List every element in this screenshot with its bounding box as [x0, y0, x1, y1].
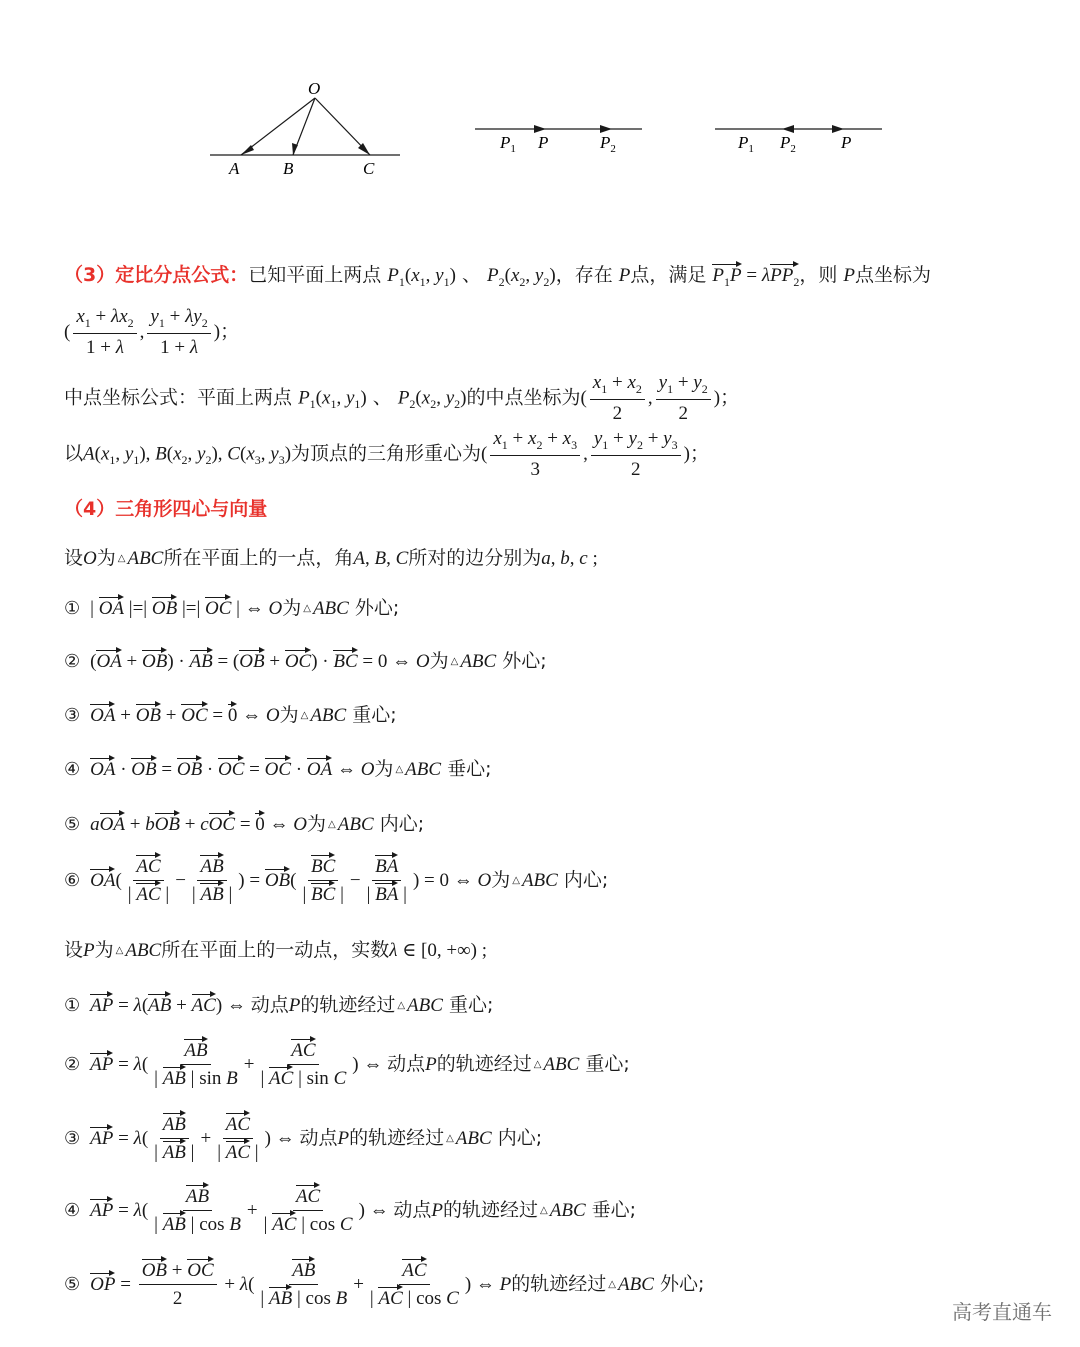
section4-intro: 设O为 △ ABC所在平面上的一点，角A, B, C所对的边分别为a, b, c ; — [64, 547, 598, 569]
label-B: B — [283, 159, 294, 178]
section3-formula: ( $\frac{x_1 + \lambda x_2}{1 + \lambda}$ , $\frac{y_1 + \lambda y_2}{1 + \lambda}$ )； — [64, 306, 240, 358]
locus-item-2: ② AP = λ( $\frac{AB}{\text{| AB | sin B}}$ + $\frac{AC}{\text{| AC | sin C}}$ ) ⇔ 动点P的轨迹经过 △ ABC 重心; — [64, 1040, 630, 1089]
section3-line1: （3）定比分点公式：已知平面上两点 $P_1(x_1$, $y_1$) 、 $P_2(x_2$, $y_2$)，存在 P点，满足 $P_1P = \lambda PP_2$，则 P点坐标为 — [64, 264, 931, 289]
svg-text:P2: $P_2$ — [600, 133, 616, 155]
watermark: 高考直通车 — [952, 1300, 1052, 1324]
center-item-5: ⑤ aOA + bOB + cOC = 0 ⇔ O为 △ ABC 内心; — [64, 813, 425, 835]
internal-division-diagram — [470, 110, 650, 160]
center-item-3: ③ OA + OB + OC = 0 ⇔ O为 △ ABC 重心; — [64, 704, 397, 726]
center-item-4: ④ OA · OB = OB · OC = OC · OA ⇔ O为 △ ABC 垂心; — [64, 758, 492, 780]
centroid-formula: 以$A(x_1$, $y_1$), $B(x_2$, $y_2$), $C(x_3$, $y_3$)为顶点的三角形重心为( $\frac{x_1 + x_2 + x_3}{3}$ , $\frac{y_1 + y_2 + y_3}{2}$ )； — [64, 428, 709, 480]
locus-item-4: ④ AP = λ( $\frac{AB}{\text{| AB | cos B}}$ + $\frac{AC}{\text{| AC | cos C}}$ ) ⇔ 动点P的轨迹经过 △ ABC 垂心; — [64, 1186, 637, 1235]
label-C: C — [363, 159, 375, 178]
svg-text:P2: $P_2$ — [780, 133, 796, 155]
label-P1: P — [738, 133, 749, 152]
external-division-diagram — [710, 110, 890, 160]
label-A: A — [229, 159, 240, 178]
svg-text:P1: $P_1$ — [500, 133, 516, 155]
svg-text:P1: $P_1$ — [738, 133, 754, 155]
label-P1: P — [500, 133, 511, 152]
locus-item-3: ③ AP = λ( $\frac{AB}{| AB |}$ + $\frac{AC}{| AC |}$ ) ⇔ 动点P的轨迹经过 △ ABC 内心; — [64, 1114, 543, 1163]
section4-intro2: 设P为 △ ABC所在平面上的一动点，实数λ ∈ [0, +∞) ; — [64, 939, 487, 961]
midpoint-formula: 中点坐标公式：平面上两点 $P_1(x_1$, $y_1$) 、 $P_2(x_2$, $y_2$)的中点坐标为( $\frac{x_1 + x_2}{2}$ , $\frac{y_1 + y_2}{2}$ )； — [64, 372, 740, 424]
label-P: P — [841, 133, 852, 152]
triangle-vectors-diagram — [205, 78, 405, 188]
section4-heading: （4）三角形四心与向量 — [64, 498, 268, 520]
label-P2: P — [600, 133, 611, 152]
center-item-6: ⑥ OA( $\frac{AC}{| AC |}$ − $\frac{AB}{| AB |}$ ) = OB( $\frac{BC}{| BC |}$ − $\frac{BA}{| BA |}$ ) = 0 ⇔ O为 △ ABC 内心; — [64, 856, 609, 905]
label-P: P — [538, 133, 549, 152]
section3-heading: （3）定比分点公式： — [64, 264, 249, 286]
center-item-2: ② (OA + OB) · AB = (OB + OC) · BC = 0 ⇔ O为 △ ABC 外心; — [64, 650, 547, 672]
label-O: O — [308, 79, 321, 98]
center-item-1: ① | OA |=| OB |=| OC | ⇔ O为 △ ABC 外心; — [64, 597, 400, 619]
locus-item-5: ⑤ OP = $\frac{OB + OC}{2}$ + λ( $\frac{AB}{\text{| AB | cos B}}$ + $\frac{AC}{\text{| AC | cos C}}$ ) ⇔ P的轨迹经过 △ ABC 外心; — [64, 1260, 705, 1309]
label-P2: P — [780, 133, 791, 152]
locus-item-1: ① AP = λ(AB + AC) ⇔ 动点P的轨迹经过 △ ABC 重心; — [64, 994, 494, 1016]
